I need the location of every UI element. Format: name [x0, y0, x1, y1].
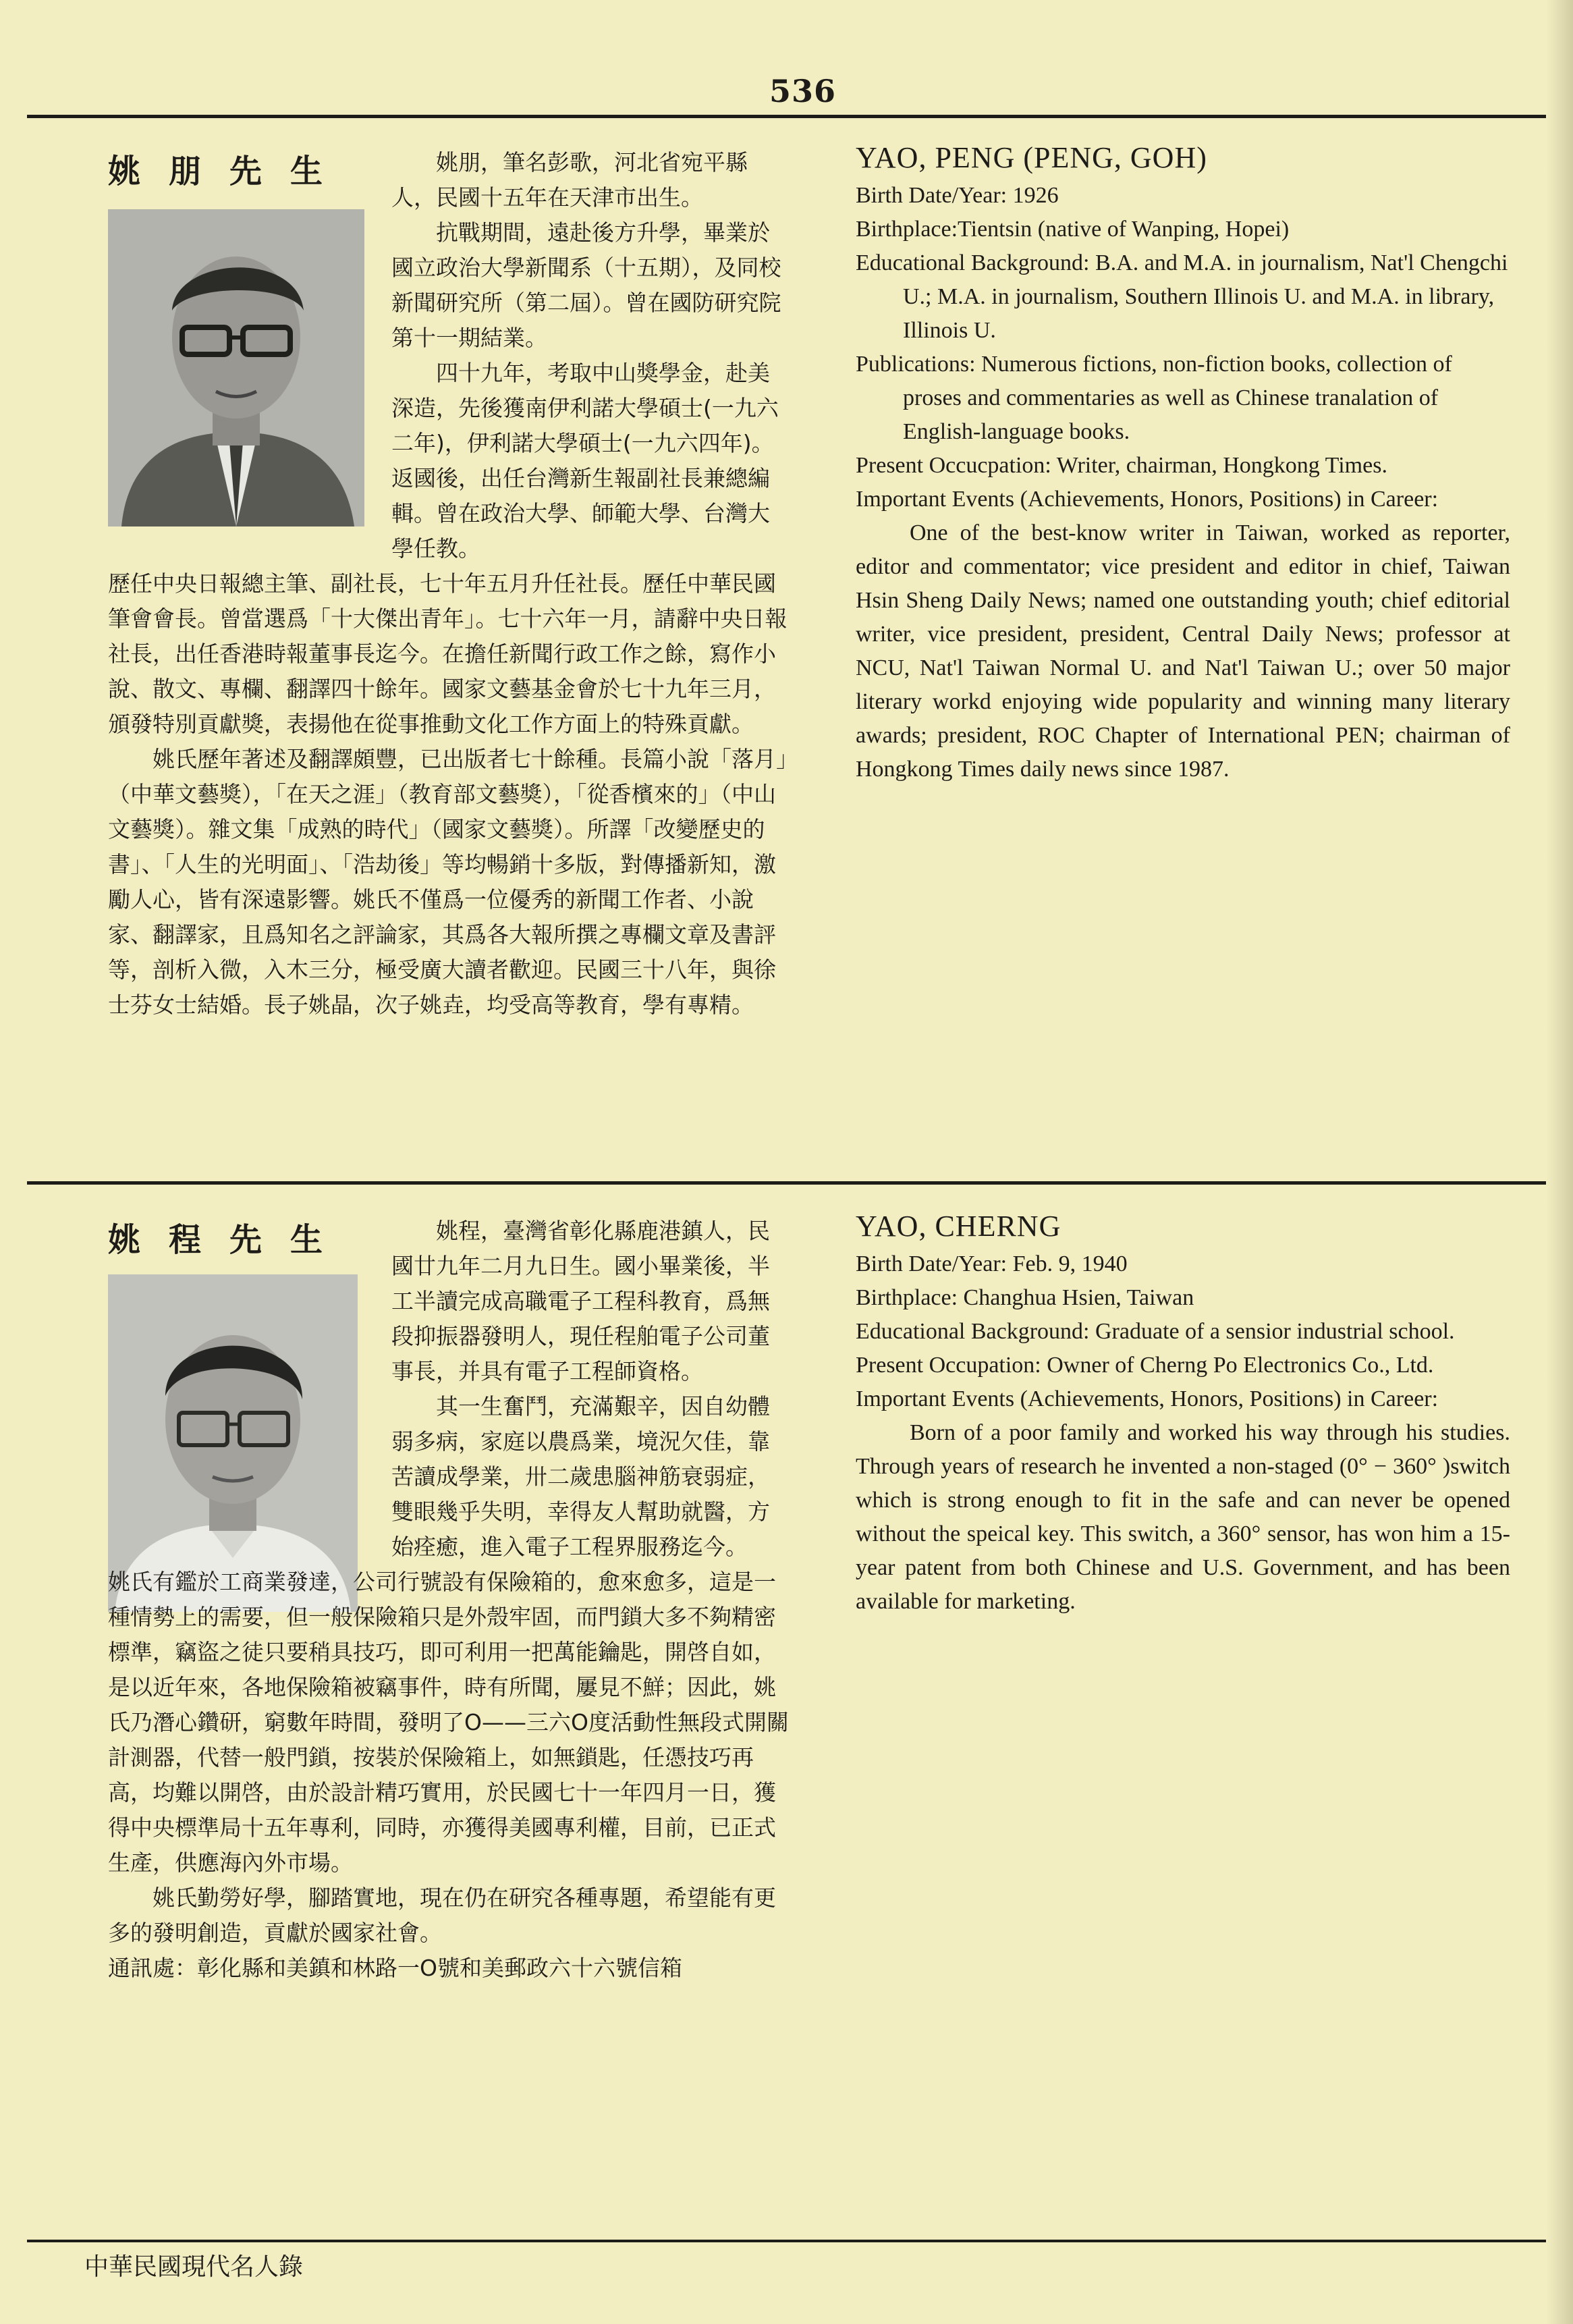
zh-bio-paragraph: 姚氏歷年著述及翻譯頗豐，已出版者七十餘種。長篇小說「落月」（中華文藝獎），「在天之涯」（教育部文藝獎），「從香檳來的」（中山文藝獎）。雜文集「成熟的時代」（國家文藝獎）。所譯「改變歷史的書」、「人生的光明面」、「浩劫後」等均暢銷十多版，對傳播新知，激勵人心，皆有深遠影響。姚氏不僅爲一位優秀的新聞工作者、小說家、翻譯家，且爲知名之評論家，其爲各大報所撰之專欄文章及書評等，剖析入微，入木三分，極受廣大讀者歡迎。民國三十八年，與徐士芬女士結婚。長子姚晶，次子姚垚，均受高等教育，學有專精。: [108, 746, 788, 1018]
english-biography: [856, 140, 1510, 786]
bottom-rule: [27, 2240, 1546, 2242]
events-heading: Important Events (Achievements, Honors, Positions) in Career:: [856, 1386, 1439, 1411]
top-rule: [27, 115, 1546, 118]
birth-date: Birth Date/Year: Feb. 9, 1940: [856, 1251, 1128, 1276]
chinese-name: 姚朋先生: [108, 153, 352, 190]
english-name: YAO, PENG (PENG, GOH): [856, 141, 1207, 174]
english-name: YAO, CHERNG: [856, 1210, 1061, 1243]
contact-address: 通訊處：彰化縣和美鎮和林路一O號和美郵政六十六號信箱: [108, 1955, 682, 1981]
entry-yao-cherng: [0, 1200, 1573, 2226]
chinese-name: 姚程先生: [108, 1221, 352, 1259]
publications: Publications: Numerous fictions, non-fiction books, collection of proses and commentaries as well as Chinese tranalation of English-language books.: [856, 352, 1452, 444]
section-divider: [27, 1181, 1546, 1185]
page-edge-shadow: [1546, 0, 1573, 2324]
zh-bio-paragraph: 姚氏勤勞好學，腳踏實地，現在仍在研究各種專題，希望能有更多的發明創造，貢獻於國家社會。: [108, 1885, 776, 1946]
book-title-footer: 中華民國現代名人錄: [84, 2253, 304, 2281]
career-text: Born of a poor family and worked his way through his studies. Through years of research he invented a non-staged (0° − 360° )switch which is strong enough to fit in the safe and can never be opened without the speical key. This switch, a 360° sensor, has won him a 15-year patent from both Chinese and U.S. Government, and has been available for marketing.: [856, 1420, 1510, 1614]
birth-date: Birth Date/Year: 1926: [856, 183, 1059, 208]
zh-bio-paragraph: 抗戰期間，遠赴後方升學，畢業於國立政治大學新聞系（十五期），及同校新聞研究所（第二屆）。曾在國防研究院第十一期結業。: [391, 219, 781, 351]
zh-bio-paragraph: 其一生奮鬥，充滿艱辛，因自幼體弱多病，家庭以農爲業，境況欠佳，靠苦讀成學業，卅二歲患腦神筋衰弱症，雙眼幾乎失明，幸得友人幫助就醫，方始痊癒，進入電子工程界服務迄今。: [391, 1393, 770, 1560]
page-number: 536: [769, 73, 837, 109]
zh-bio-paragraph: 姚程，臺灣省彰化縣鹿港鎮人，民國廿九年二月九日生。國小畢業後，半工半讀完成高職電子工程科教育，爲無段抑振器發明人，現任程舶電子公司董事長，并具有電子工程師資格。: [391, 1218, 770, 1384]
career-text: One of the best-know writer in Taiwan, worked as reporter, editor and commentator; vice president and editor in chief, Taiwan Hsin Sheng Daily News; named one outstanding youth; chief editorial writer, vice president, president, Central Daily News; professor at NCU, Nat'l Taiwan Normal U. and Nat'l Taiwan U.; over 50 major literary workd enjoying wide popularity and winning many literary awards; president, ROC Chapter of International PEN; chairman of Hongkong Times daily news since 1987.: [856, 520, 1510, 782]
birthplace: Birthplace:Tientsin (native of Wanping, Hopei): [856, 217, 1290, 242]
english-biography: [856, 1208, 1510, 1619]
zh-bio-paragraph: 四十九年，考取中山獎學金，赴美深造，先後獲南伊利諾大學碩士(一九六二年)，伊利諾大學碩士(一九六四年)。返國後，出任台灣新生報副社長兼總編輯。曾在政治大學、師範大學、台灣大學任教。: [391, 360, 779, 562]
education: Educational Background: B.A. and M.A. in journalism, Nat'l Chengchi U.; M.A. in journalism, Southern Illinois U. and M.A. in library, Illinois U.: [856, 250, 1508, 343]
zh-bio-paragraph: 歷任中央日報總主筆、副社長，七十年五月升任社長。歷任中華民國筆會會長。曾當選爲「十大傑出青年」。七十六年一月，請辭中央日報社長，出任香港時報董事長迄今。在擔任新聞行政工作之餘，寫作小說、散文、專欄、翻譯四十餘年。國家文藝基金會於七十九年三月，頒發特別貢獻獎，表揚他在從事推動文化工作方面上的特殊貢獻。: [108, 570, 788, 737]
entry-yao-peng: [0, 132, 1573, 1171]
chinese-biography: [108, 145, 790, 1023]
events-heading: Important Events (Achievements, Honors, Positions) in Career:: [856, 487, 1439, 512]
zh-bio-paragraph: 姚氏有鑑於工商業發達，公司行號設有保險箱的，愈來愈多，這是一種情勢上的需要，但一般保險箱只是外殼牢固，而門鎖大多不夠精密標準，竊盜之徒只要稍具技巧，即可利用一把萬能鑰匙，開啓自如，是以近年來，各地保險箱被竊事件，時有所聞，屢見不鮮；因此，姚氏乃潛心鑽研，窮數年時間，發明了O——三六O度活動性無段式開關計測器，代替一般門鎖，按裝於保險箱上，如無鎖匙，任憑技巧再高，均難以開啓，由於設計精巧實用，於民國七十一年四月一日，獲得中央標準局十五年專利，同時，亦獲得美國專利權，目前，已正式生產，供應海內外市場。: [108, 1569, 789, 1876]
chinese-biography: [108, 1214, 790, 1986]
occupation: Present Occupation: Owner of Cherng Po Electronics Co., Ltd.: [856, 1353, 1434, 1378]
occupation: Present Occucpation: Writer, chairman, Hongkong Times.: [856, 453, 1387, 478]
zh-bio-paragraph: 姚朋，筆名彭歌，河北省宛平縣人，民國十五年在天津市出生。: [391, 149, 748, 211]
birthplace: Birthplace: Changhua Hsien, Taiwan: [856, 1285, 1194, 1310]
education: Educational Background: Graduate of a sensior industrial school.: [856, 1319, 1455, 1344]
